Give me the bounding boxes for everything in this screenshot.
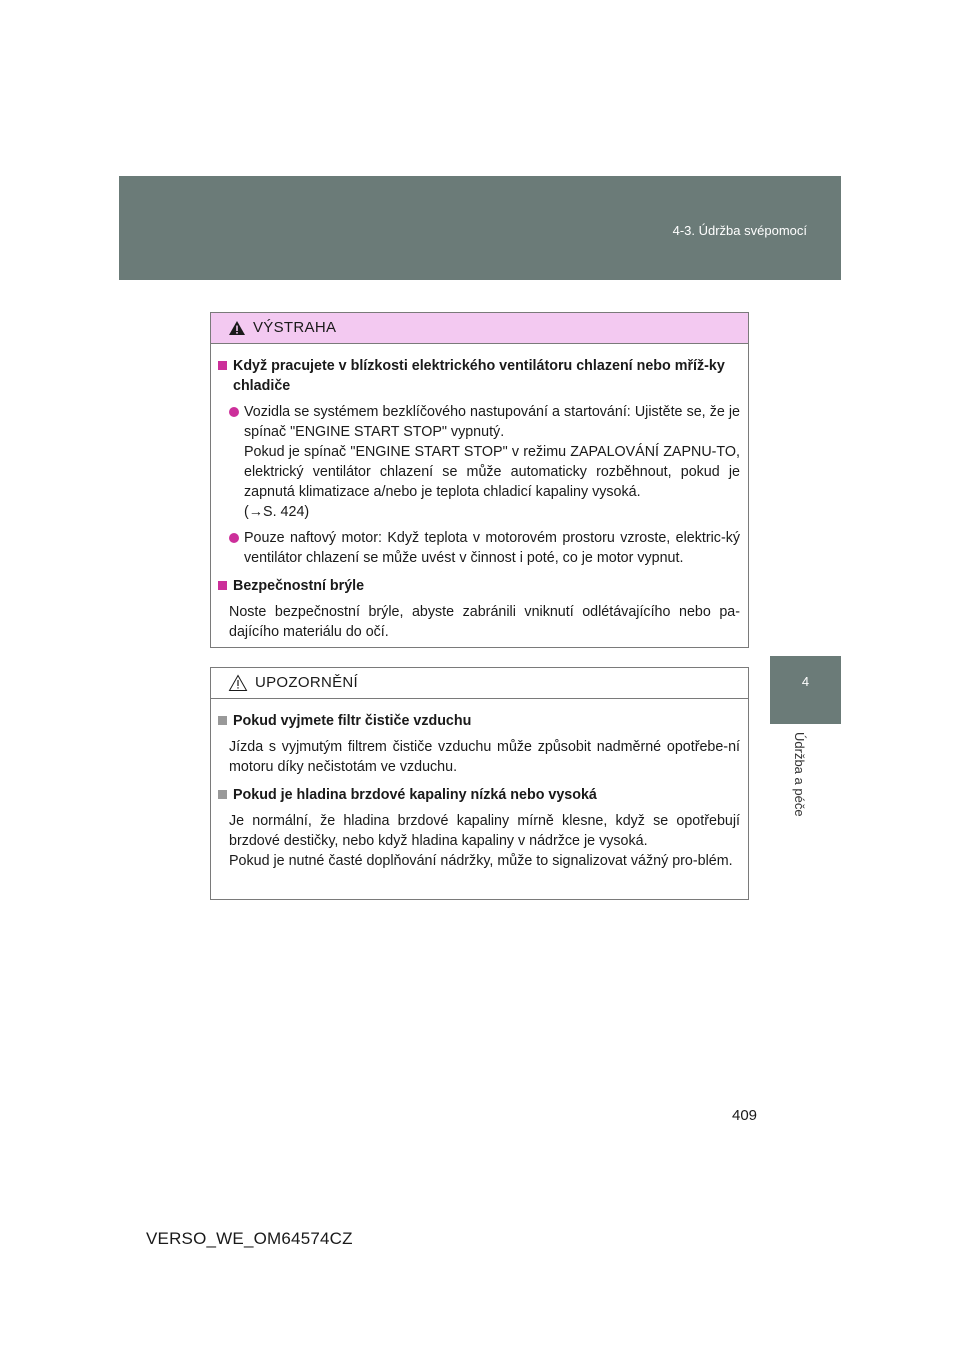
caution-box <box>210 667 749 900</box>
caution-heading-filter: Pokud vyjmete filtr čističe vzduchu <box>218 711 740 731</box>
warning-title: VÝSTRAHA <box>253 319 337 336</box>
chapter-label: Údržba a péče <box>792 732 807 817</box>
caution-brake-fluid-text: Je normální, že hladina brzdové kapaliny mírně klesne, když se opotřebují brzdové destičky, nebo když hladina kapaliny v nádržce je vysoká. Pokud je nutné časté doplňování nádržky, může to signalizovat vážný pro-blém. <box>229 813 740 869</box>
square-marker-icon <box>218 790 227 799</box>
warning-triangle-icon <box>228 320 246 336</box>
header-band <box>119 176 841 280</box>
warning-heading-goggles: Bezpečnostní brýle <box>218 576 740 596</box>
section-title: 4-3. Údržba svépomocí <box>672 223 807 238</box>
bullet-dot-icon <box>229 407 239 417</box>
caution-heading-brake-fluid: Pokud je hladina brzdové kapaliny nízká nebo vysoká <box>218 785 740 805</box>
warning-header <box>211 313 748 344</box>
caution-header <box>211 668 748 699</box>
chapter-tab <box>770 656 841 724</box>
page-reference: (→S. 424) <box>244 504 310 520</box>
chapter-number: 4 <box>801 674 810 689</box>
bullet-dot-icon <box>229 533 239 543</box>
square-marker-icon <box>218 361 227 370</box>
warning-goggles-text: Noste bezpečnostní brýle, abyste zabránili vniknutí odlétávajícího nebo pa-dajícího materiálu do očí. <box>229 604 740 640</box>
page-number: 409 <box>732 1107 758 1124</box>
caution-title: UPOZORNĚNÍ <box>255 674 359 691</box>
caution-triangle-icon <box>228 674 248 692</box>
document-code: VERSO_WE_OM64574CZ <box>146 1229 353 1248</box>
warning-box <box>210 312 749 648</box>
caution-filter-text: Jízda s vyjmutým filtrem čističe vzduchu může způsobit nadměrné opotřebe-ní motoru díky nečistotám ve vzduchu. <box>229 739 740 775</box>
square-marker-icon <box>218 716 227 725</box>
warning-bullet-diesel: Pouze naftový motor: Když teplota v motorovém prostoru vzroste, elektric-ký ventilátor chlazení se může uvést v činnost i poté, co je motor vypnut. <box>218 528 740 568</box>
warning-heading-fan: Když pracujete v blízkosti elektrického ventilátoru chlazení nebo mříž-ky chladiče <box>218 356 740 396</box>
warning-bullet-keyless: Vozidla se systémem bezklíčového nastupování a startování: Ujistěte se, že je spínač "ENGINE START STOP" vypnutý. Pokud je spínač "ENGINE START STOP" v režimu ZAPALOVÁNÍ ZAPNU-TO, elektrický ventilátor chlazení se může automaticky rozběhnout, pokud je zapnutá klimatizace a/nebo je teplota chladicí kapaliny vysoká. (→S. 424) <box>218 402 740 522</box>
square-marker-icon <box>218 581 227 590</box>
